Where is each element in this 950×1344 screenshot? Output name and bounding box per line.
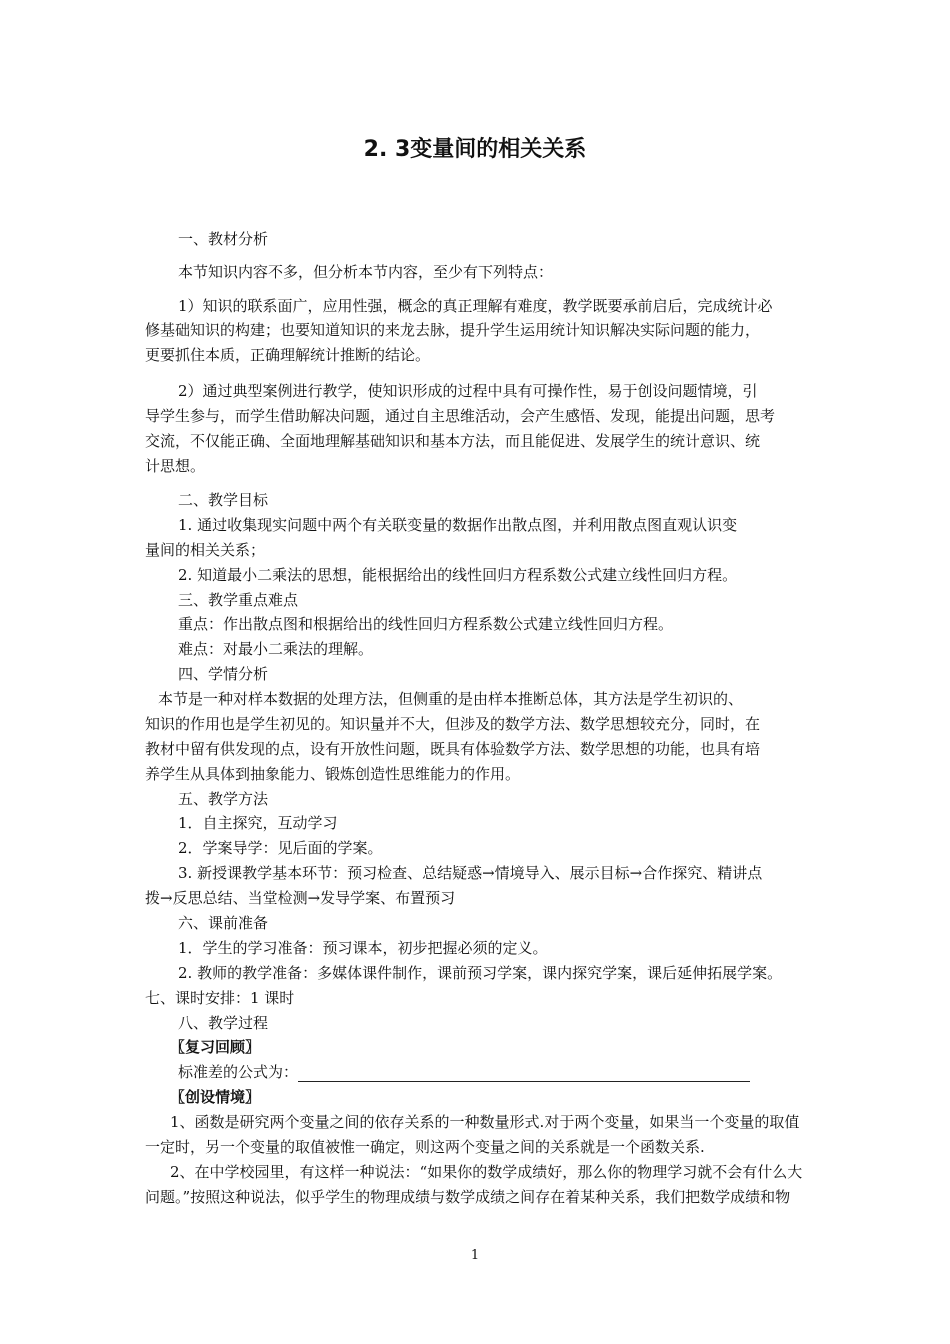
paragraph-line: 问题。”按照这种说法，似乎学生的物理成绩与数学成绩之间存在着某种关系，我们把数学成绩和物 [145, 1188, 791, 1206]
document-title: 2. 3变量间的相关关系 [363, 137, 587, 162]
section-heading: 四、学情分析 [178, 665, 269, 683]
paragraph-line: 养学生从具体到抽象能力、锻炼创造性思维能力的作用。 [145, 765, 521, 783]
answer-blank [298, 1065, 750, 1082]
section-heading: 二、教学目标 [178, 491, 269, 509]
paragraph-line: 计思想。 [145, 457, 206, 475]
paragraph-line: 教材中留有供发现的点，设有开放性问题，既具有体验数学方法、数学思想的功能，也具有培 [145, 740, 761, 758]
subheading-review: 〖复习回顾〗 [170, 1038, 261, 1056]
subheading-scenario: 〖创设情境〗 [170, 1088, 261, 1106]
page-number: 1 [470, 1248, 480, 1263]
paragraph-line: 1、函数是研究两个变量之间的依存关系的一种数量形式.对于两个变量，如果当一个变量的取值 [170, 1113, 800, 1131]
paragraph-line: 1．学生的学习准备：预习课本，初步把握必须的定义。 [178, 939, 548, 957]
paragraph-line: 知识的作用也是学生初见的。知识量并不大，但涉及的数学方法、数学思想较充分，同时，在 [145, 715, 761, 733]
section-heading: 七、课时安排：1 课时 [145, 989, 295, 1007]
formula-label: 标准差的公式为： [178, 1063, 299, 1081]
paragraph-line: 一定时，另一个变量的取值被惟一确定，则这两个变量之间的关系就是一个函数关系. [145, 1138, 705, 1156]
paragraph-line: 2. 知道最小二乘法的思想，能根据给出的线性回归方程系数公式建立线性回归方程。 [178, 566, 738, 584]
paragraph-line: 本节知识内容不多，但分析本节内容，至少有下列特点： [178, 263, 554, 281]
paragraph-line: 2）通过典型案例进行教学，使知识形成的过程中具有可操作性，易于创设问题情境，引 [178, 382, 758, 400]
paragraph-line: 本节是一种对样本数据的处理方法，但侧重的是由样本推断总体，其方法是学生初识的、 [158, 690, 744, 708]
paragraph-line: 更要抓住本质，正确理解统计推断的结论。 [145, 346, 431, 364]
section-heading: 三、教学重点难点 [178, 591, 299, 609]
paragraph-line: 修基础知识的构建；也要知道知识的来龙去脉，提升学生运用统计知识解决实际问题的能力， [145, 321, 761, 339]
paragraph-line: 交流，不仅能正确、全面地理解基础知识和基本方法，而且能促进、发展学生的统计意识、统 [145, 432, 761, 450]
paragraph-line: 重点：作出散点图和根据给出的线性回归方程系数公式建立线性回归方程。 [178, 615, 674, 633]
paragraph-line: 3. 新授课教学基本环节：预习检查、总结疑惑→情境导入、展示目标→合作探究、精讲点 [178, 864, 763, 882]
paragraph-line: 难点：对最小二乘法的理解。 [178, 640, 374, 658]
section-heading: 八、教学过程 [178, 1014, 269, 1032]
paragraph-line: 2、在中学校园里，有这样一种说法：“如果你的数学成绩好，那么你的物理学习就不会有什么大 [170, 1163, 803, 1181]
paragraph-line: 2．学案导学：见后面的学案。 [178, 839, 383, 857]
paragraph-line: 1．自主探究，互动学习 [178, 814, 338, 832]
paragraph-line: 2. 教师的教学准备：多媒体课件制作，课前预习学案，课内探究学案，课后延伸拓展学案。 [178, 964, 783, 982]
paragraph-line: 拨→反思总结、当堂检测→发导学案、布置预习 [145, 889, 456, 907]
section-heading: 六、课前准备 [178, 914, 269, 932]
paragraph-line: 量间的相关关系； [145, 541, 266, 559]
formula-prompt [178, 1062, 750, 1082]
paragraph-line: 导学生参与，而学生借助解决问题，通过自主思维活动，会产生感悟、发现，能提出问题，思考 [145, 407, 776, 425]
paragraph-line: 1）知识的联系面广，应用性强，概念的真正理解有难度，教学既要承前启后，完成统计必 [178, 297, 773, 315]
section-heading: 五、教学方法 [178, 790, 269, 808]
section-heading: 一、教材分析 [178, 230, 269, 248]
paragraph-line: 1. 通过收集现实问题中两个有关联变量的数据作出散点图，并利用散点图直观认识变 [178, 516, 738, 534]
